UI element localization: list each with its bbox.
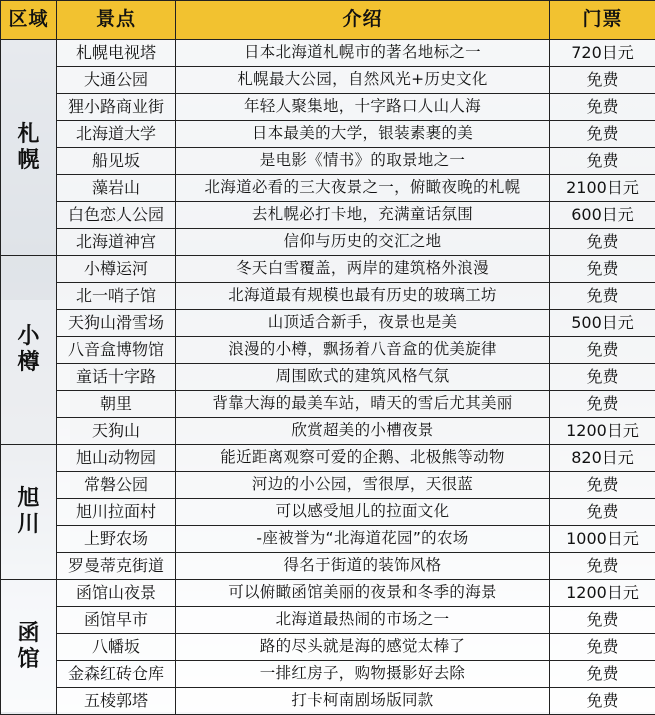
table-row [1, 607, 655, 634]
table-row [1, 40, 655, 67]
intro-cell: 是电影《情书》的取景地之一 [176, 148, 550, 175]
spot-cell: 藻岩山 [57, 175, 176, 202]
intro-cell: 打卡柯南剧场版同款 [176, 688, 550, 715]
table-row [1, 202, 655, 229]
table-row [1, 337, 655, 364]
intro-cell: 可以感受旭儿的拉面文化 [176, 499, 550, 526]
intro-cell: 北海道最有规模也最有历史的玻璃工坊 [176, 283, 550, 310]
ticket-cell: 1000日元 [550, 526, 655, 553]
ticket-cell: 600日元 [550, 202, 655, 229]
spot-cell: 函馆山夜景 [57, 580, 176, 607]
intro-cell: 北海道最热闹的市场之一 [176, 607, 550, 634]
intro-cell: 一排红房子，购物摄影好去除 [176, 661, 550, 688]
spot-cell: 五棱郭塔 [57, 688, 176, 715]
ticket-cell: 免费 [550, 148, 655, 175]
spot-cell: 天狗山滑雪场 [57, 310, 176, 337]
region-name: 小樽 [17, 324, 41, 376]
spot-cell: 旭山动物园 [57, 445, 176, 472]
intro-cell: 年轻人聚集地，十字路口人山人海 [176, 94, 550, 121]
intro-cell: 路的尽头就是海的感觉太棒了 [176, 634, 550, 661]
ticket-cell: 免费 [550, 661, 655, 688]
region-cell [1, 445, 57, 580]
region-name: 旭川 [17, 486, 41, 538]
ticket-cell: 免费 [550, 634, 655, 661]
intro-cell: 冬天白雪覆盖，两岸的建筑格外浪漫 [176, 256, 550, 283]
intro-cell: 北海道必看的三大夜景之一，俯瞰夜晚的札幌 [176, 175, 550, 202]
table-body [1, 40, 655, 715]
intro-cell: 周围欧式的建筑风格气氛 [176, 364, 550, 391]
intro-cell: 日本北海道札幌市的著名地标之一 [176, 40, 550, 67]
table-row [1, 688, 655, 715]
ticket-cell: 2100日元 [550, 175, 655, 202]
ticket-cell: 免费 [550, 607, 655, 634]
table-row [1, 175, 655, 202]
ticket-cell: 1200日元 [550, 580, 655, 607]
spot-cell: 旭川拉面村 [57, 499, 176, 526]
spot-cell: 童话十字路 [57, 364, 176, 391]
spot-cell: 八幡坂 [57, 634, 176, 661]
spot-cell: 常磐公园 [57, 472, 176, 499]
spot-cell: 大通公园 [57, 67, 176, 94]
table-row [1, 580, 655, 607]
table-row [1, 472, 655, 499]
header-intro: 介绍 [176, 1, 550, 40]
intro-cell: 欣赏超美的小槽夜景 [176, 418, 550, 445]
region-cell [1, 40, 57, 256]
table-row [1, 418, 655, 445]
table-row [1, 661, 655, 688]
table-row [1, 499, 655, 526]
intro-cell: 背靠大海的最美车站，晴天的雪后尤其美丽 [176, 391, 550, 418]
spot-cell: 上野农场 [57, 526, 176, 553]
intro-cell: 浪漫的小樽，飘扬着八音盒的优美旋律 [176, 337, 550, 364]
spot-cell: 札幌电视塔 [57, 40, 176, 67]
intro-cell: 去札幌必打卡地，充满童话氛围 [176, 202, 550, 229]
spot-cell: 北海道神宫 [57, 229, 176, 256]
region-cell [1, 580, 57, 715]
ticket-cell: 免费 [550, 553, 655, 580]
ticket-cell: 免费 [550, 67, 655, 94]
region-name: 函馆 [17, 621, 41, 673]
table-row [1, 526, 655, 553]
ticket-cell: 免费 [550, 283, 655, 310]
intro-cell: 河边的小公园，雪很厚，天很蓝 [176, 472, 550, 499]
intro-cell: 得名于街道的装饰风格 [176, 553, 550, 580]
ticket-cell: 820日元 [550, 445, 655, 472]
region-cell [1, 256, 57, 445]
table-row [1, 256, 655, 283]
intro-cell: -座被誉为“北海道花园”的农场 [176, 526, 550, 553]
ticket-cell: 720日元 [550, 40, 655, 67]
spot-cell: 北海道大学 [57, 121, 176, 148]
spot-cell: 天狗山 [57, 418, 176, 445]
table-row [1, 229, 655, 256]
header-ticket: 门票 [550, 1, 655, 40]
table-row [1, 310, 655, 337]
table-row [1, 148, 655, 175]
header-spot: 景点 [57, 1, 176, 40]
spot-cell: 小樽运河 [57, 256, 176, 283]
spot-cell: 朝里 [57, 391, 176, 418]
table-row [1, 283, 655, 310]
intro-cell: 日本最美的大学，银装素裹的美 [176, 121, 550, 148]
ticket-cell: 免费 [550, 391, 655, 418]
intro-cell: 札幌最大公园，自然风光+历史文化 [176, 67, 550, 94]
table-header-row [1, 1, 655, 40]
ticket-cell: 免费 [550, 94, 655, 121]
spot-cell: 函馆早市 [57, 607, 176, 634]
ticket-cell: 免费 [550, 256, 655, 283]
spot-cell: 白色恋人公园 [57, 202, 176, 229]
spot-cell: 罗曼蒂克街道 [57, 553, 176, 580]
table-row [1, 553, 655, 580]
ticket-cell: 1200日元 [550, 418, 655, 445]
spot-cell: 北一哨子馆 [57, 283, 176, 310]
spot-cell: 八音盒博物馆 [57, 337, 176, 364]
table-row [1, 67, 655, 94]
intro-cell: 信仰与历史的交汇之地 [176, 229, 550, 256]
region-name: 札幌 [17, 122, 41, 174]
table-row [1, 94, 655, 121]
ticket-cell: 免费 [550, 364, 655, 391]
spot-cell: 狸小路商业街 [57, 94, 176, 121]
ticket-cell: 免费 [550, 688, 655, 715]
ticket-cell: 免费 [550, 472, 655, 499]
ticket-cell: 免费 [550, 229, 655, 256]
intro-cell: 可以俯瞰函馆美丽的夜景和冬季的海景 [176, 580, 550, 607]
ticket-cell: 500日元 [550, 310, 655, 337]
header-region: 区域 [1, 1, 57, 40]
table-row [1, 391, 655, 418]
ticket-cell: 免费 [550, 499, 655, 526]
table-row [1, 364, 655, 391]
ticket-cell: 免费 [550, 121, 655, 148]
table-row [1, 634, 655, 661]
intro-cell: 能近距离观察可爱的企鹅、北极熊等动物 [176, 445, 550, 472]
spot-cell: 金森红砖仓库 [57, 661, 176, 688]
table-row [1, 121, 655, 148]
ticket-cell: 免费 [550, 337, 655, 364]
intro-cell: 山顶适合新手，夜景也是美 [176, 310, 550, 337]
spot-cell: 船见坂 [57, 148, 176, 175]
table-row [1, 445, 655, 472]
